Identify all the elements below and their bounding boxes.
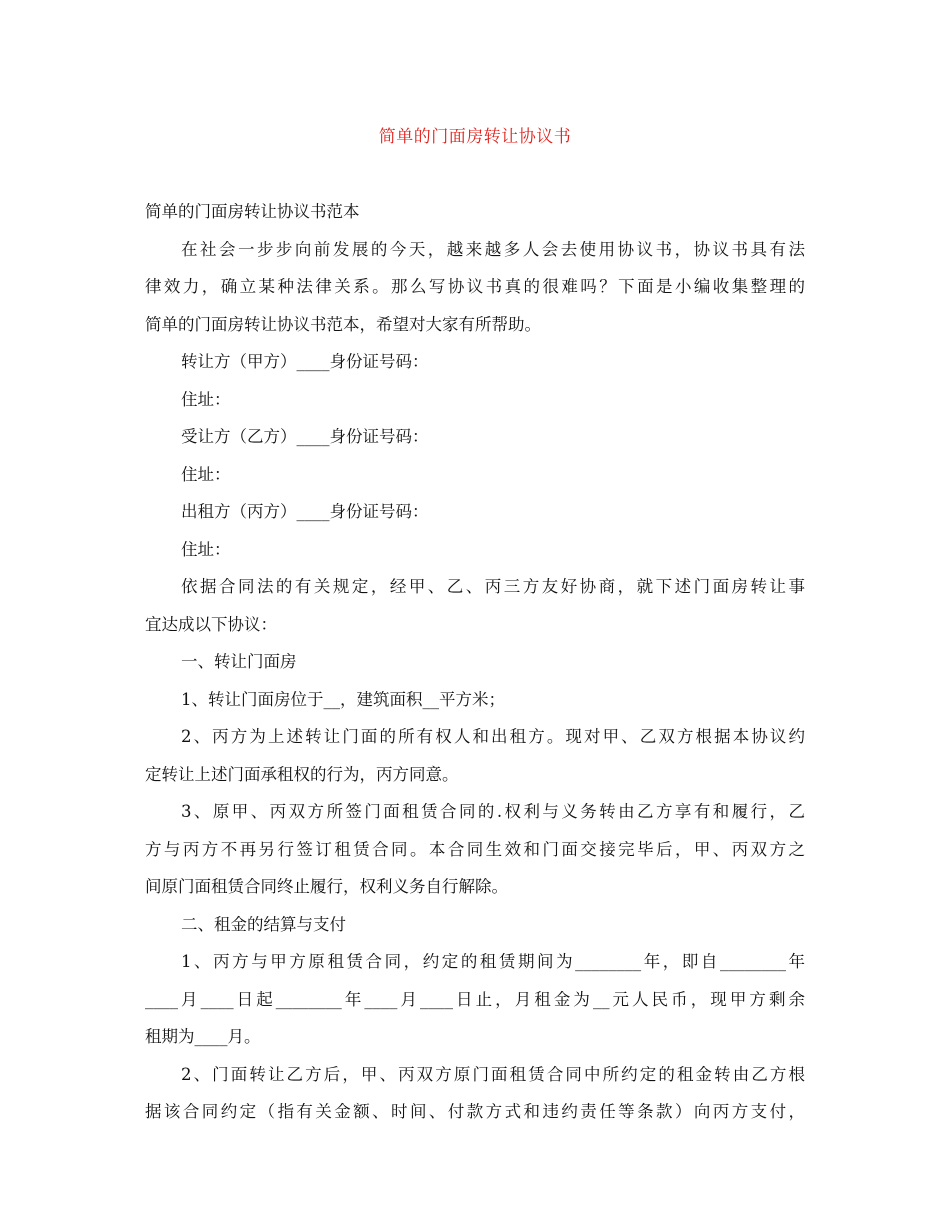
text-line: 在社会一步步向前发展的今天，越来越多人会去使用协议书，协议书具有法 — [181, 239, 805, 259]
text-line: 定转让上述门面承租权的行为，丙方同意。 — [145, 764, 459, 784]
text-line: 住址： — [181, 464, 231, 484]
text-line: 1、丙方与甲方原租赁合同，约定的租赁期间为________年，即自________年 — [181, 952, 805, 971]
text-line: 住址： — [181, 389, 231, 409]
text-line: 二、租金的结算与支付 — [181, 914, 346, 934]
text-line: 简单的门面房转让协议书范本，希望对大家有所帮助。 — [145, 314, 541, 334]
text-line: 一、转让门面房 — [181, 652, 297, 671]
text-line: 依据合同法的有关规定，经甲、乙、丙三方友好协商，就下述门面房转让事 — [181, 577, 805, 596]
text-line: 简单的门面房转让协议书范本 — [145, 202, 360, 221]
text-line: ____月____日起________年____月____日止，月租金为__元人民币，现甲方剩余 — [145, 989, 805, 1009]
text-line: 出租方（丙方）____身份证号码： — [181, 502, 429, 521]
text-line: 2、丙方为上述转让门面的所有权人和出租方。现对甲、乙双方根据本协议约 — [181, 727, 805, 746]
text-line: 据该合同约定（指有关金额、时间、付款方式和违约责任等条款）向丙方支付， — [145, 1102, 805, 1121]
document-title: 简单的门面房转让协议书 — [378, 127, 572, 147]
text-line: 律效力，确立某种法律关系。那么写协议书真的很难吗？下面是小编收集整理的 — [145, 277, 805, 296]
text-line: 受让方（乙方）____身份证号码： — [181, 427, 429, 446]
text-line: 间原门面租赁合同终止履行，权利义务自行解除。 — [145, 877, 508, 896]
text-line: 宜达成以下协议： — [145, 614, 277, 634]
text-line: 转让方（甲方）____身份证号码： — [181, 352, 429, 371]
document-body — [145, 193, 805, 1131]
text-line: 3、原甲、丙双方所签门面租赁合同的.权利与义务转由乙方享有和履行，乙 — [181, 802, 805, 821]
text-line: 租期为____月。 — [145, 1027, 261, 1046]
text-line: 1、转让门面房位于__，建筑面积__平方米； — [181, 689, 505, 709]
text-line: 2、门面转让乙方后，甲、丙双方原门面租赁合同中所约定的租金转由乙方根 — [181, 1064, 805, 1084]
text-line: 方与丙方不再另行签订租赁合同。本合同生效和门面交接完毕后，甲、丙双方之 — [145, 839, 805, 859]
text-line: 住址： — [181, 539, 231, 559]
